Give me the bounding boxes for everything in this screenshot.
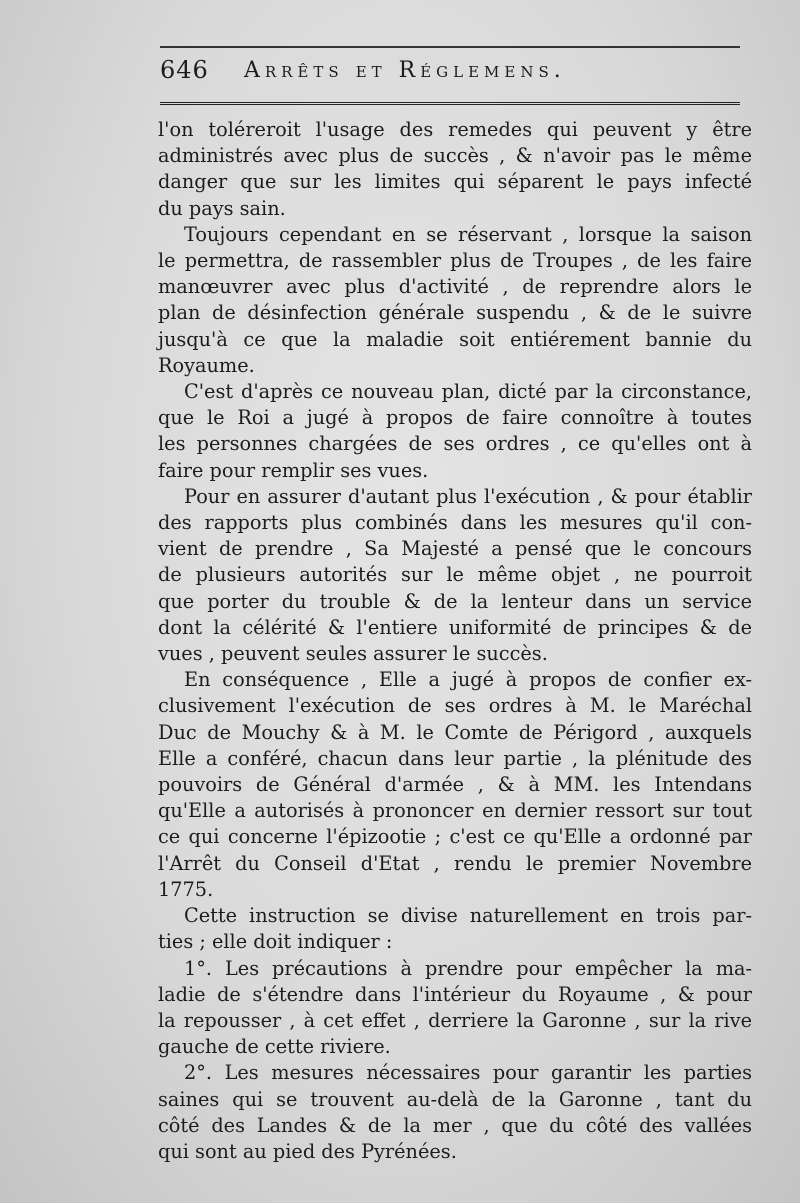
- text-line: des rapports plus combinés dans les mesures qu'il con-: [158, 511, 752, 535]
- text-line: plan de désinfection générale suspendu , & de le suivre: [158, 301, 752, 325]
- text-line: faire pour remplir ses vues.: [158, 458, 429, 482]
- text-line: vient de prendre , Sa Majesté a pensé que le concours: [158, 537, 752, 561]
- text-line: Cette instruction se divise naturellement en trois par-: [184, 904, 752, 928]
- paragraph: [158, 117, 752, 222]
- text-line: le permettra, de rassembler plus de Troupes , de les faire: [158, 249, 752, 273]
- text-line: administrés avec plus de succès , & n'avoir pas le même: [158, 144, 752, 168]
- text-line: jusqu'à ce que la maladie soit entiérement bannie du: [158, 327, 752, 351]
- text-line: En conséquence , Elle a jugé à propos de confier ex-: [184, 668, 752, 692]
- text-line: Pour en assurer d'autant plus l'exécution , & pour établir: [184, 484, 752, 508]
- text-line: que porter du trouble & de la lenteur dans un service: [158, 589, 752, 613]
- running-header: [160, 56, 740, 96]
- text-line: la repousser , à cet effet , derriere la Garonne , sur la rive: [158, 1008, 752, 1032]
- text-line: que le Roi a jugé à propos de faire connoître à toutes: [158, 406, 752, 430]
- header-rule-double: [160, 102, 740, 107]
- running-title: Arrêts et Réglemens.: [244, 58, 566, 83]
- text-line: ladie de s'étendre dans l'intérieur du Royaume , & pour: [158, 982, 752, 1006]
- text-line: Elle a conféré, chacun dans leur partie , la plénitude des: [158, 746, 752, 770]
- paragraph: [158, 1060, 752, 1165]
- text-line: qu'Elle a autorisés à prononcer en dernier ressort sur tout: [158, 799, 752, 823]
- text-line: clusivement l'exécution de ses ordres à M. le Maréchal: [158, 694, 752, 718]
- text-line: 2°. Les mesures nécessaires pour garantir les parties: [184, 1061, 752, 1085]
- text-line: l'Arrêt du Conseil d'Etat , rendu le premier Novembre: [158, 851, 752, 875]
- text-line: C'est d'après ce nouveau plan, dicté par la circonstance,: [184, 380, 752, 404]
- text-line: du pays sain.: [158, 196, 286, 220]
- text-line: saines qui se trouvent au-delà de la Garonne , tant du: [158, 1087, 752, 1111]
- text-line: 1°. Les précautions à prendre pour empêcher la ma-: [184, 956, 752, 980]
- header-rule-top: [160, 46, 740, 48]
- text-line: les personnes chargées de ses ordres , ce qu'elles ont à: [158, 432, 752, 456]
- text-line: gauche de cette riviere.: [158, 1035, 391, 1059]
- text-line: Royaume.: [158, 353, 255, 377]
- text-line: qui sont au pied des Pyrénées.: [158, 1139, 457, 1163]
- text-line: vues , peuvent seules assurer le succès.: [158, 642, 548, 666]
- text-line: 1775.: [158, 877, 214, 901]
- body-text: [158, 117, 752, 1165]
- text-line: de plusieurs autorités sur le même objet , ne pourroit: [158, 563, 752, 587]
- text-line: danger que sur les limites qui séparent le pays infecté: [158, 170, 752, 194]
- text-line: dont la célérité & l'entiere uniformité de principes & de: [158, 615, 752, 639]
- paragraph: [158, 484, 752, 667]
- paragraph: [158, 379, 752, 484]
- text-line: manœuvrer avec plus d'activité , de reprendre alors le: [158, 275, 752, 299]
- text-line: Duc de Mouchy & à M. le Comte de Périgord , auxquels: [158, 720, 752, 744]
- text-line: ce qui concerne l'épizootie ; c'est ce qu'Elle a ordonné par: [158, 825, 752, 849]
- paragraph: [158, 667, 752, 903]
- paragraph: [158, 903, 752, 955]
- text-line: ties ; elle doit indiquer :: [158, 930, 393, 954]
- text-line: l'on toléreroit l'usage des remedes qui peuvent y être: [158, 118, 752, 141]
- text-line: pouvoirs de Général d'armée , & à MM. les Intendans: [158, 773, 752, 797]
- paragraph: [158, 956, 752, 1061]
- page-number: 646: [160, 56, 209, 84]
- paragraph: [158, 222, 752, 379]
- text-line: Toujours cependant en se réservant , lorsque la saison: [184, 222, 752, 246]
- text-line: côté des Landes & de la mer , que du côté des vallées: [158, 1113, 752, 1137]
